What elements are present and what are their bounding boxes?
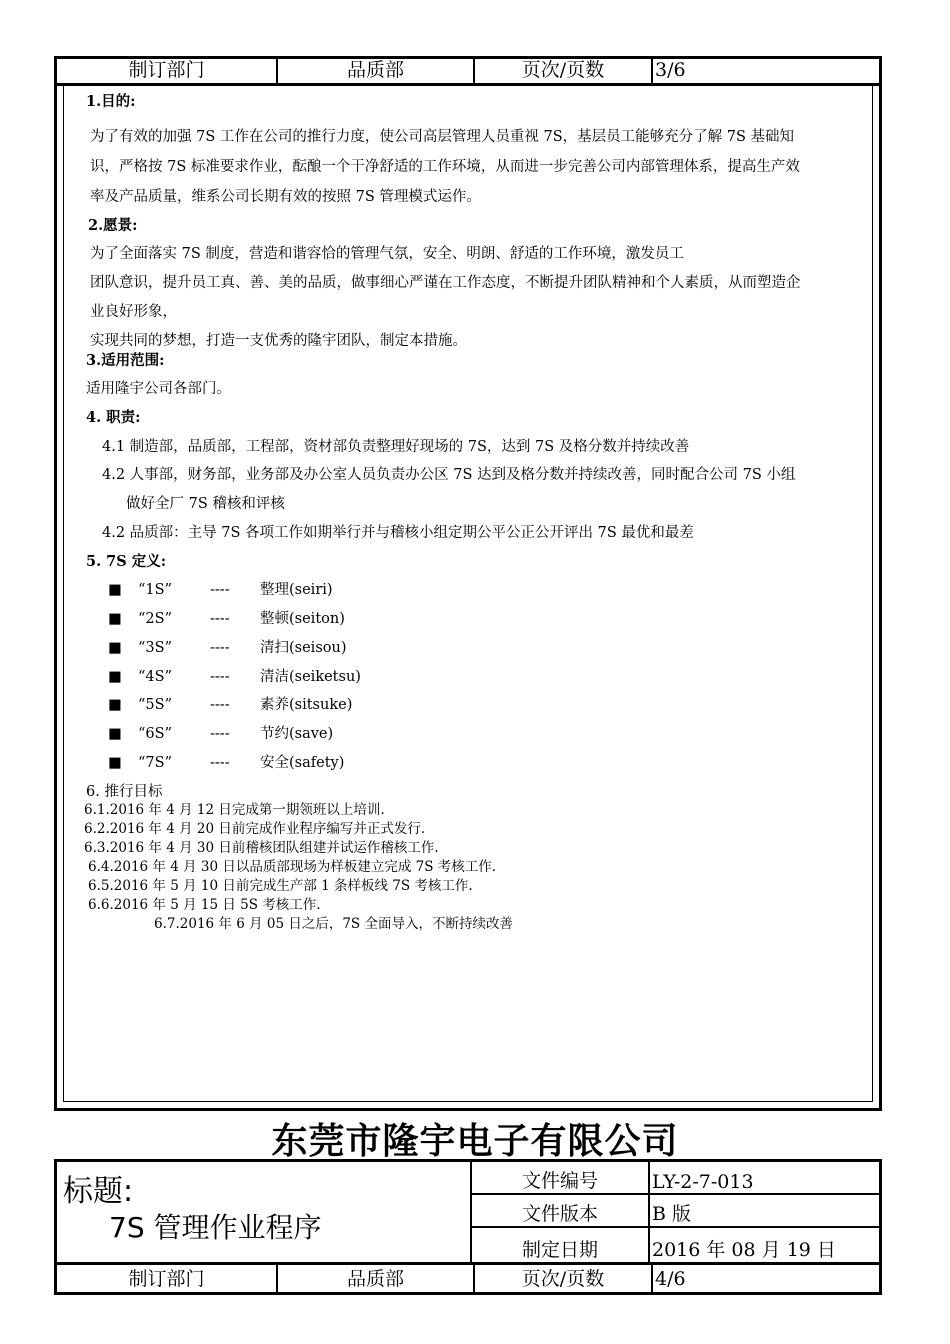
- definition-mark: ■: [108, 640, 122, 656]
- header-dept-value: 品质部: [278, 59, 475, 83]
- purpose-title: 1.目的:: [86, 93, 136, 110]
- definition-dash: ----: [210, 640, 230, 656]
- company-name: 东莞市隆宇电子有限公司: [271, 1121, 679, 1162]
- version-value: B 版: [650, 1195, 879, 1228]
- footer-page-label: 页次/页数: [475, 1265, 653, 1292]
- purpose-line: 识，严格按 7S 标准要求作业，酝酿一个干净舒适的工作环境，从而进一步完善公司内部管理体系，提高生产效: [90, 159, 800, 175]
- version-label: 文件版本: [472, 1195, 648, 1228]
- definition-dash: ----: [210, 669, 230, 685]
- vision-title: 2.愿景:: [88, 217, 138, 234]
- duty-line: 4.2 人事部，财务部，业务部及办公室人员负责办公区 7S 达到及格分数并持续改善，同时配合公司 7S 小组: [102, 467, 796, 483]
- title-value: 7S 管理作业程序: [109, 1211, 322, 1244]
- vision-line: 团队意识，提升员工真、善、美的品质，做事细心严谨在工作态度，不断提升团队精神和个人素质，从而塑造企: [90, 275, 801, 291]
- definition-dash: ----: [210, 582, 230, 598]
- scope-title: 3.适用范围:: [86, 352, 165, 369]
- header-dept-label: 制订部门: [57, 59, 278, 83]
- definition-dash: ----: [210, 726, 230, 742]
- duty-line: 做好全厂 7S 稽核和评核: [126, 496, 285, 512]
- definition-dash: ----: [210, 755, 230, 771]
- duty-line: 4.1 制造部，品质部，工程部，资材部负责整理好现场的 7S，达到 7S 及格分数并持续改善: [102, 439, 690, 455]
- definition-key: “7S”: [138, 755, 172, 771]
- definition-value: 安全(safety): [260, 755, 345, 771]
- definition-dash: ----: [210, 611, 230, 627]
- title-label: 标题:: [63, 1174, 134, 1209]
- doc-no-label: 文件编号: [472, 1162, 648, 1195]
- goal-item: 6.6.2016 年 5 月 15 日 5S 考核工作.: [88, 897, 321, 913]
- definition-key: “6S”: [138, 726, 172, 742]
- goal-item: 6.4.2016 年 4 月 30 日以品质部现场为样板建立完成 7S 考核工作.: [88, 859, 497, 875]
- definition-value: 整理(seiri): [260, 582, 333, 598]
- goal-item: 6.7.2016 年 6 月 05 日之后，7S 全面导入，不断持续改善: [154, 916, 513, 932]
- date-label: 制定日期: [521, 1239, 598, 1261]
- footer-dept-value: 品质部: [278, 1265, 475, 1292]
- title-block: [54, 1159, 882, 1265]
- doc-no-value: LY-2-7-013: [650, 1162, 879, 1195]
- definition-key: “1S”: [138, 582, 172, 598]
- definition-mark: ■: [108, 669, 122, 685]
- scope-text: 适用隆宇公司各部门。: [86, 381, 231, 397]
- definition-value: 清洁(seiketsu): [260, 669, 361, 685]
- goal-item: 6.3.2016 年 4 月 30 日前稽核团队组建并试运作稽核工作.: [84, 840, 439, 856]
- definition-key: “4S”: [138, 669, 172, 685]
- footer-page-value: 4/6: [655, 1268, 686, 1290]
- duty-line: 4.2 品质部：主导 7S 各项工作如期举行并与稽核小组定期公平公正公开评出 7S 最优和最差: [102, 525, 694, 541]
- definition-mark: ■: [108, 755, 122, 771]
- title-cell: [57, 1162, 472, 1262]
- goal-item: 6.5.2016 年 5 月 10 日前完成生产部 1 条样板线 7S 考核工作.: [88, 878, 473, 894]
- footer-row: [54, 1265, 882, 1295]
- document-body: [54, 86, 882, 1111]
- goal-item: 6.2.2016 年 4 月 20 日前完成作业程序编写并正式发行.: [84, 821, 426, 837]
- definition-value: 清扫(seisou): [260, 640, 347, 656]
- title-block-labels: [472, 1162, 650, 1262]
- duty-title: 4. 职责:: [86, 409, 141, 426]
- document-body-inner: [63, 86, 873, 1102]
- definition-value: 节约(save): [260, 726, 334, 742]
- title-block-values: [650, 1162, 879, 1262]
- purpose-line: 率及产品质量，维系公司长期有效的按照 7S 管理模式运作。: [90, 189, 481, 205]
- definition-key: “3S”: [138, 640, 172, 656]
- purpose-line: 为了有效的加强 7S 工作在公司的推行力度，使公司高层管理人员重视 7S，基层员工能够充分了解 7S 基础知: [90, 129, 795, 145]
- goal-item: 6.1.2016 年 4 月 12 日完成第一期领班以上培训.: [84, 802, 385, 818]
- header-page-value: 3/6: [655, 59, 686, 81]
- definition-dash: ----: [210, 697, 230, 713]
- definition-mark: ■: [108, 582, 122, 598]
- definition-value: 素养(sitsuke): [260, 697, 353, 713]
- definition-key: “5S”: [138, 697, 172, 713]
- vision-line: 业良好形象，: [90, 304, 177, 320]
- header-row: [54, 56, 882, 86]
- definition-mark: ■: [108, 697, 122, 713]
- footer-dept-label: 制订部门: [57, 1265, 278, 1292]
- definition-value: 整顿(seiton): [260, 611, 345, 627]
- definition-mark: ■: [108, 726, 122, 742]
- date-value: 2016 年 08 月 19 日: [652, 1239, 836, 1261]
- definition-mark: ■: [108, 611, 122, 627]
- goal-title: 6. 推行目标: [86, 784, 163, 800]
- definition-key: “2S”: [138, 611, 172, 627]
- vision-line: 为了全面落实 7S 制度，营造和谐容恰的管理气氛，安全、明朗、舒适的工作环境，激发员工: [90, 246, 684, 262]
- header-page-label: 页次/页数: [475, 59, 653, 83]
- definition-title: 5. 7S 定义:: [86, 553, 167, 570]
- vision-line: 实现共同的梦想，打造一支优秀的隆宇团队，制定本措施。: [90, 333, 467, 349]
